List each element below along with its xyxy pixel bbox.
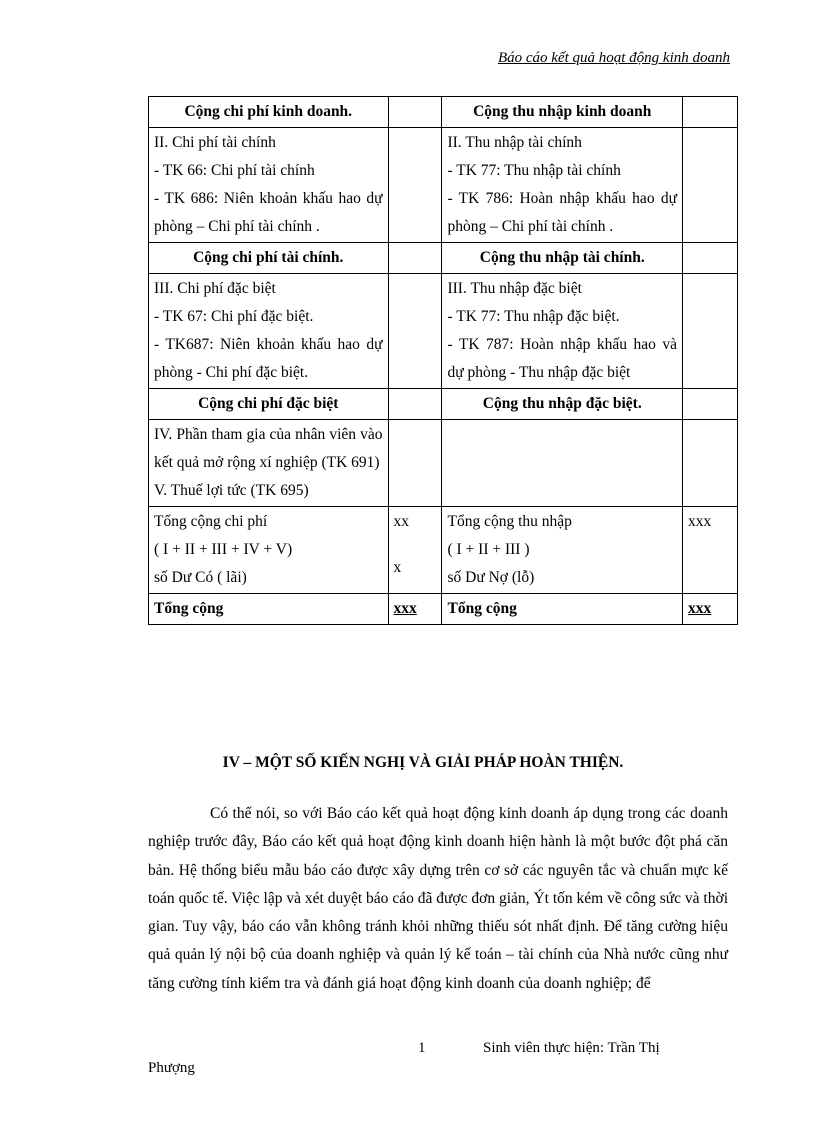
table-row [149, 507, 738, 594]
grand-income-cell [442, 507, 683, 594]
amount-value: xx [393, 513, 410, 530]
author-line: Sinh viên thực hiện: Trần Thị [483, 1040, 660, 1056]
income-line: - TK 77: Thu nhập tài chính [447, 162, 621, 179]
income-line: III. Thu nhập đặc biệt [447, 280, 582, 297]
amount-cell [388, 274, 442, 389]
amount-cell [388, 507, 442, 594]
amount-cell [683, 97, 738, 128]
amount-cell [388, 97, 442, 128]
page-number: 1 [418, 1040, 426, 1056]
income-cell [442, 420, 683, 507]
final-total-label: Tổng cộng [442, 594, 683, 625]
income-line: - TK 787: Hoàn nhập khấu hao và dự phòng - Thu nhập đặc biệt [447, 336, 678, 381]
grand-line: Tổng cộng chi phí [154, 513, 268, 530]
expense-cell [149, 128, 389, 243]
table-row [149, 594, 738, 625]
amount-value: xxx [688, 513, 712, 530]
amount-cell [388, 594, 442, 625]
expense-line: III. Chi phí đặc biệt [154, 280, 276, 297]
amount-cell [683, 507, 738, 594]
total-label: Cộng thu nhập kinh doanh [442, 97, 683, 128]
grand-line: số Dư Có ( lãi) [154, 569, 247, 586]
amount-cell [388, 389, 442, 420]
income-line: - TK 77: Thu nhập đặc biệt. [447, 308, 620, 325]
author-line: Phượng [148, 1060, 195, 1076]
amount-value: xxx [688, 600, 712, 617]
income-cell [442, 274, 683, 389]
final-total-label: Tổng cộng [149, 594, 389, 625]
amount-cell [683, 243, 738, 274]
expense-cell [149, 420, 389, 507]
grand-expense-cell [149, 507, 389, 594]
body-paragraph: Có thể nói, so với Báo cáo kết quả hoạt động kinh doanh áp dụng trong các doanh nghiệp trước đây, Báo cáo kết quả hoạt động kinh doanh hiện hành là một bước đột phá căn bản. Hệ thống biểu mẫu báo cáo được xây dựng trên cơ sở các nguyên tắc và chuẩn mực kế toán quốc tế. Việc lập và xét duyệt báo cáo đã được đơn giản, Ýt tốn kém về công sức và thời gian. Tuy vậy, báo cáo vẫn không tránh khỏi những thiếu sót nhất định. Để tăng cường hiệu quả quản lý nội bộ của doanh nghiệp và quản lý kế toán – tài chính của Nhà nước cũng như tăng cường tính kiểm tra và đánh giá hoạt động kinh doanh của doanh nghiệp; để [148, 805, 728, 992]
grand-line: ( I + II + III ) [447, 541, 530, 558]
expense-line: II. Chi phí tài chính [154, 134, 276, 151]
amount-cell [683, 420, 738, 507]
income-cell [442, 128, 683, 243]
amount-cell [388, 420, 442, 507]
table-row [149, 128, 738, 243]
income-line: - TK 786: Hoàn nhập khấu hao dự phòng – Chi phí tài chính . [447, 190, 678, 235]
table-row [149, 243, 738, 274]
amount-value: xxx [393, 600, 417, 617]
income-line: II. Thu nhập tài chính [447, 134, 582, 151]
expense-line: V. Thuế lợi tức (TK 695) [154, 482, 309, 499]
amount-cell [388, 243, 442, 274]
total-label: Cộng thu nhập tài chính. [442, 243, 683, 274]
document-header: Báo cáo kết quả hoạt động kinh doanh [497, 50, 730, 66]
table-row [149, 389, 738, 420]
expense-line: IV. Phần tham gia của nhân viên vào kết quả mở rộng xí nghiệp (TK 691) [154, 426, 383, 471]
expense-cell [149, 274, 389, 389]
expense-line: - TK 67: Chi phí đặc biệt. [154, 308, 314, 325]
amount-cell [683, 128, 738, 243]
amount-value: x [393, 559, 402, 576]
table-row [149, 274, 738, 389]
amount-cell [388, 128, 442, 243]
grand-line: Tổng cộng thu nhập [447, 513, 572, 530]
total-label: Cộng chi phí tài chính. [149, 243, 389, 274]
income-statement-table [148, 96, 738, 625]
table-row [149, 420, 738, 507]
section-title: IV – MỘT SỐ KIẾN NGHỊ VÀ GIẢI PHÁP HOÀN THIỆN. [222, 754, 624, 771]
amount-cell [683, 594, 738, 625]
amount-cell [683, 274, 738, 389]
amount-cell [683, 389, 738, 420]
expense-line: - TK687: Niên khoản khấu hao dự phòng - Chi phí đặc biệt. [154, 336, 383, 381]
table-row [149, 97, 738, 128]
grand-line: ( I + II + III + IV + V) [154, 541, 293, 558]
total-label: Cộng thu nhập đặc biệt. [442, 389, 683, 420]
total-label: Cộng chi phí kinh doanh. [149, 97, 389, 128]
total-label: Cộng chi phí đặc biệt [149, 389, 389, 420]
grand-line: số Dư Nợ (lỗ) [447, 569, 535, 586]
expense-line: - TK 686: Niên khoản khấu hao dự phòng – Chi phí tài chính . [154, 190, 383, 235]
expense-line: - TK 66: Chi phí tài chính [154, 162, 315, 179]
